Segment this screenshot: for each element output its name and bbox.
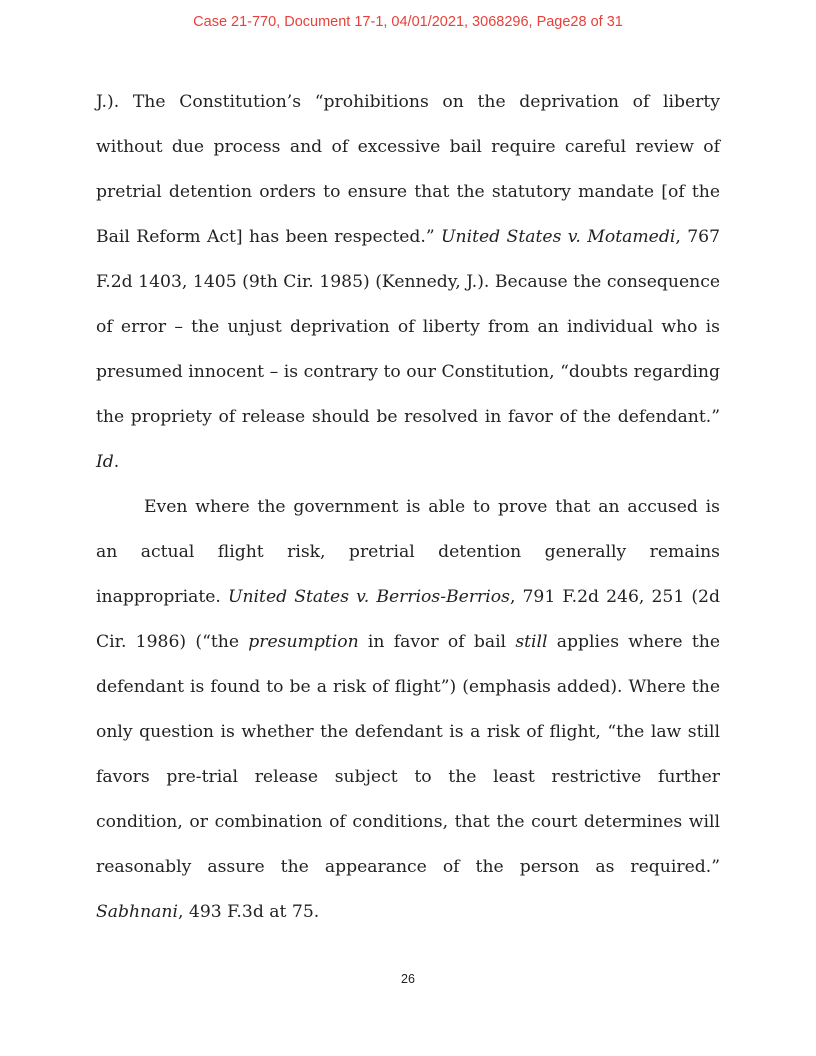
case-citation-motamedi: United States v. Motamedi [441,227,676,247]
paragraph-2-text-a: Even where the government is able to prove that an accused is an actual flight risk, pretrial detention generally remains inappropriate. [96,497,720,607]
paragraph-2 [96,485,720,935]
id-citation: Id [96,452,114,472]
paragraph-1-text-b: , 767 F.2d 1403, 1405 (9th Cir. 1985) (Kennedy, J.). Because the consequence of error – the unjust deprivation of liberty from an individual who is presumed innocent – is contrary to our Constitution, “doubts regarding the propriety of release should be resolved in favor of the defendant.” [96,227,721,427]
case-header: Case 21-770, Document 17-1, 04/01/2021, 3068296, Page28 of 31 [193,14,623,30]
document-body [96,80,720,935]
paragraph-2-text-d: applies where the defendant is found to be a risk of flight”) (emphasis added). Where the only question is whether the defendant is a risk of flight, “the law still favors pre-trial release subject to the least restrictive further condition, or combination of conditions, that the court determines will reasonably assure the appearance of the person as required.” [96,632,720,877]
page-number: 26 [401,972,415,986]
paragraph-2-text-c: in favor of bail [358,632,516,652]
paragraph-2-text-b: , 791 F.2d 246, 251 (2d Cir. 1986) (“the [96,587,720,652]
case-citation-berrios: United States v. Berrios-Berrios [227,587,510,607]
emphasis-presumption: presumption [248,632,359,652]
paragraph-1: J.). The Constitution’s “prohibitions on the deprivation of liberty without due process and of excessive bail require careful review of pretrial detention orders to ensure that the statutory mandate [of the Bail Reform Act] has been respected.” United States v. Motamedi, 767 F.2d 1403, 1405 (9th Cir. 1985) (Kennedy, J.). Because the consequence of error – the unjust deprivation of liberty from an individual who is presumed innocent – is contrary to our Constitution, “doubts regarding the propriety of release should be resolved in favor of the defendant.” Id. [96,92,721,472]
case-citation-sabhnani: Sabhnani [96,902,178,922]
paragraph-2-text-e: , 493 F.3d at 75. [177,902,320,922]
emphasis-still: still [515,632,548,652]
paragraph-1-text-a: J.). The Constitution’s “prohibitions on the deprivation of liberty without due process and of excessive bail require careful review of pretrial detention orders to ensure that the statutory mandate [of the Bail Reform Act] has been respected.” [96,92,720,247]
